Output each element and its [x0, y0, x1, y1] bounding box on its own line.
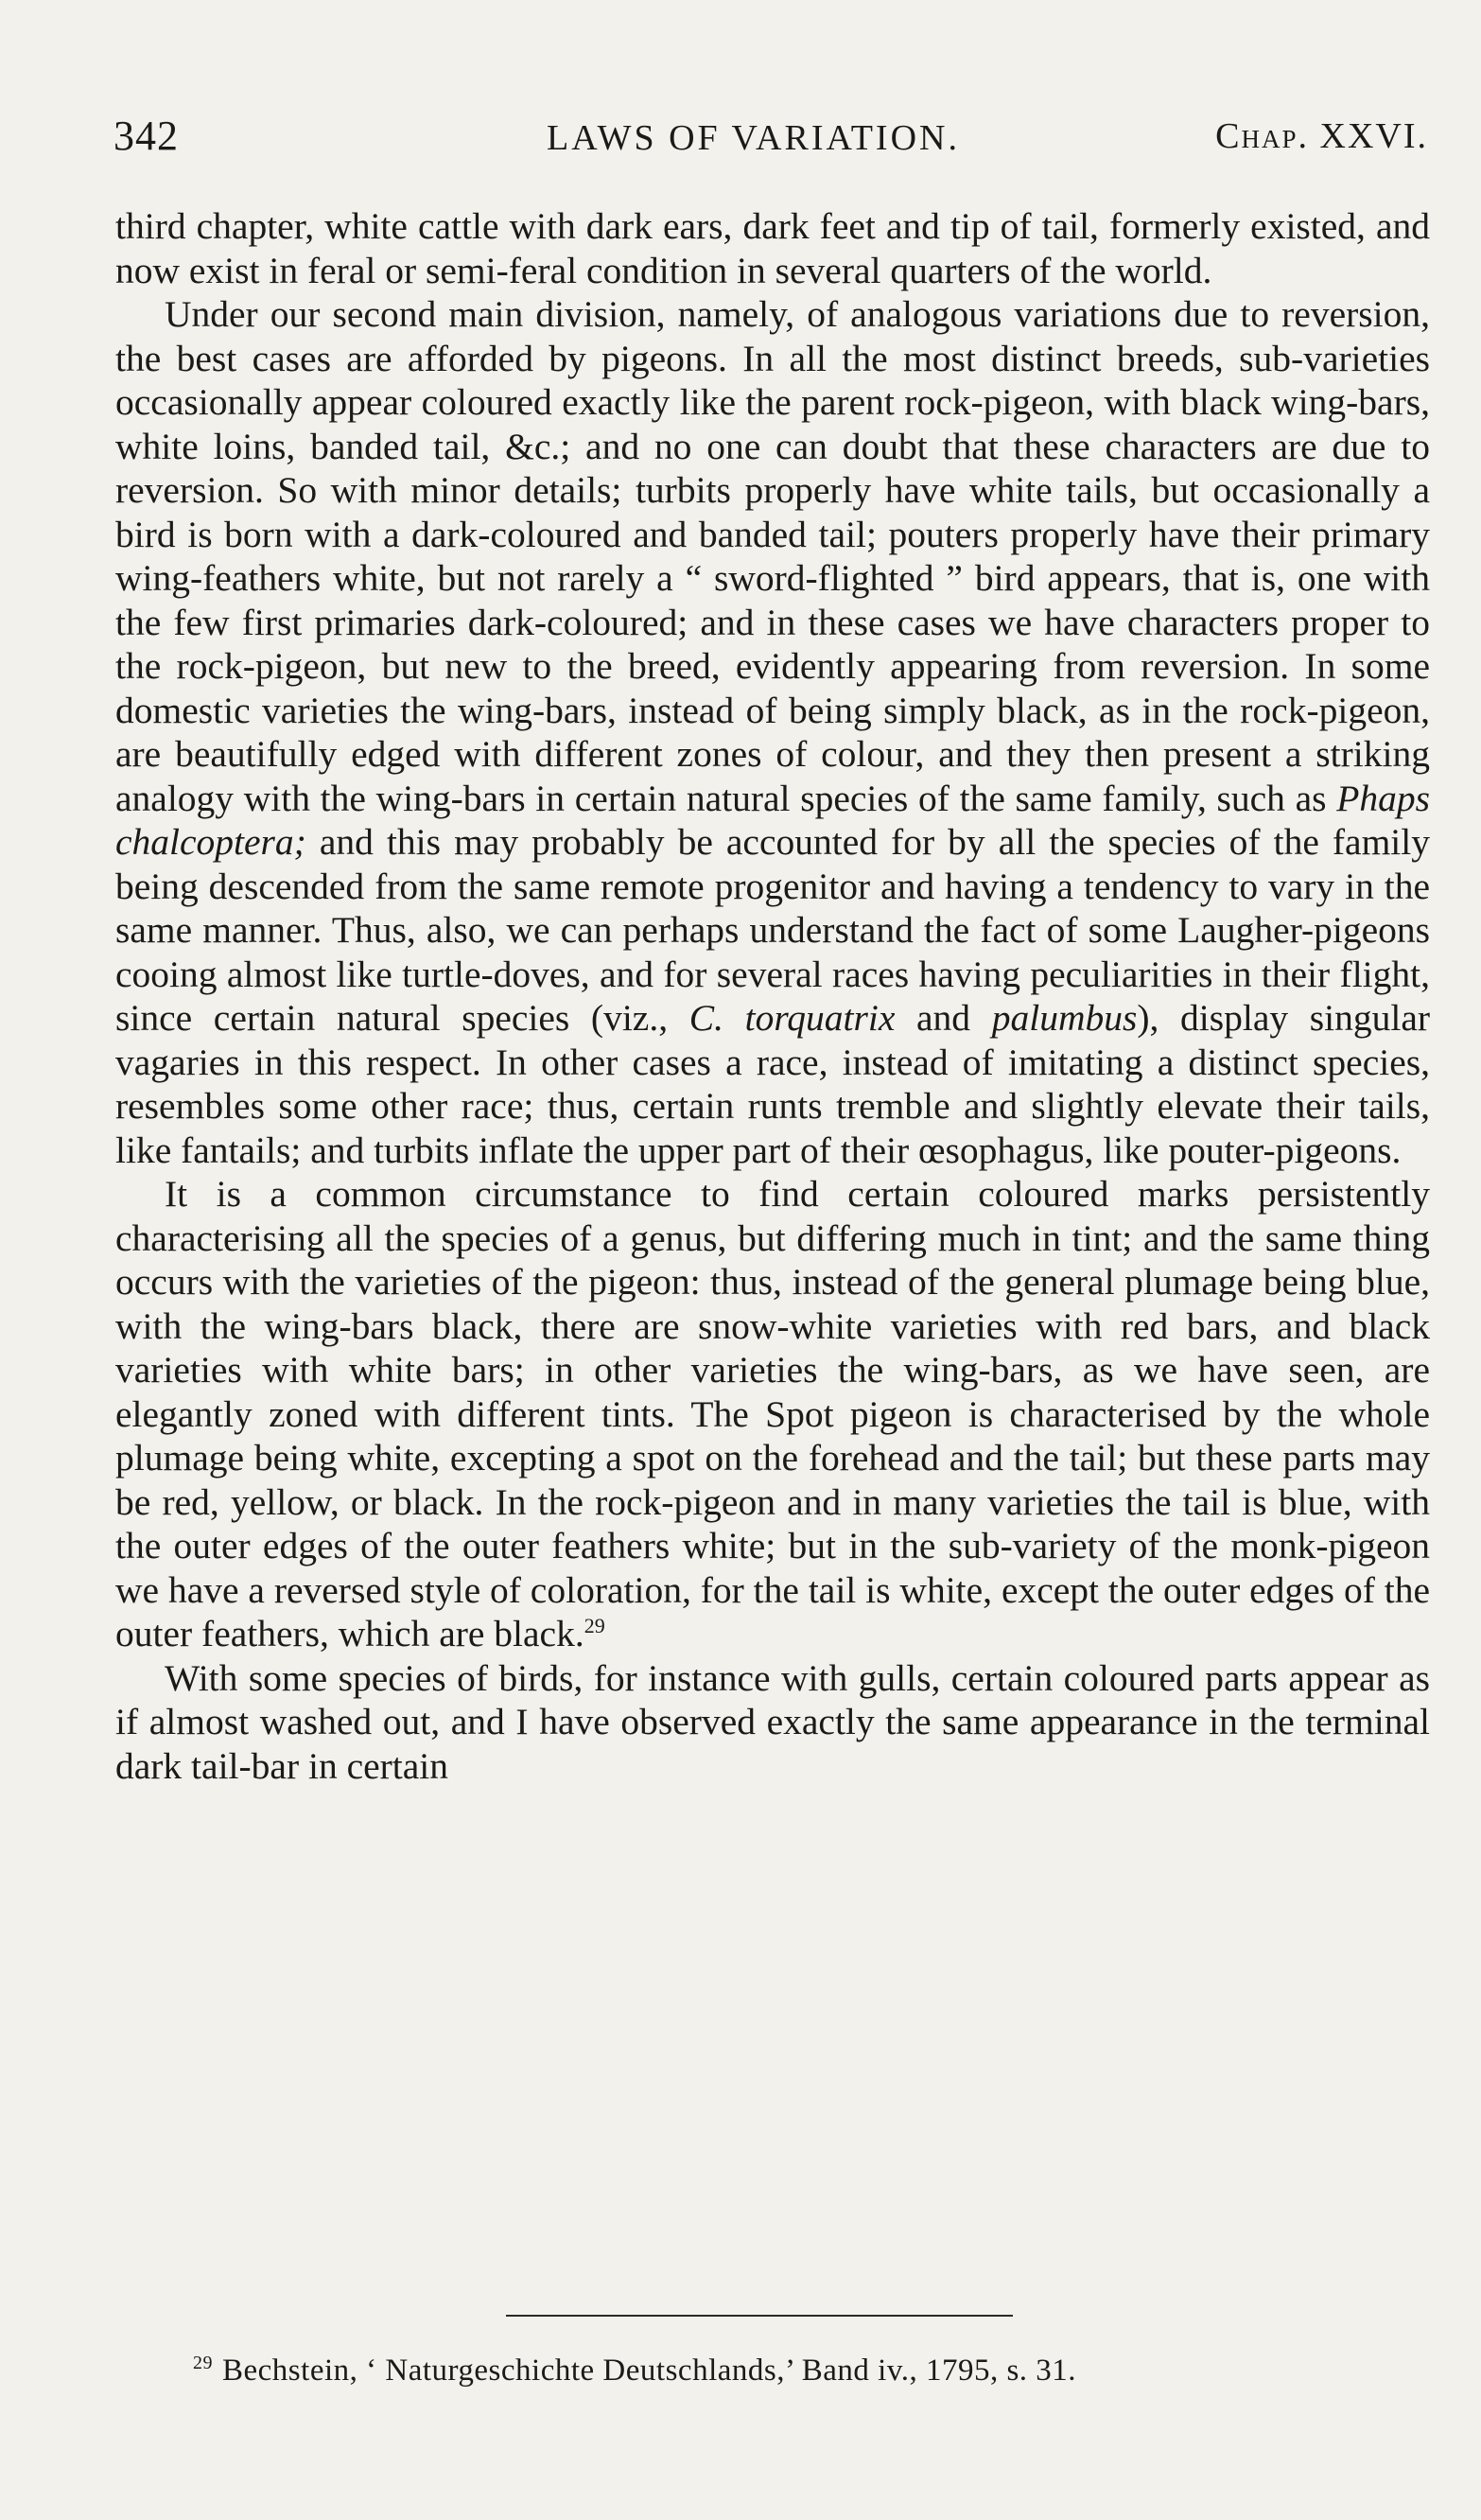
species-name-italic: Phaps chalcoptera;: [115, 777, 1430, 863]
paragraph-text: With some species of birds, for instance with gulls, certain coloured parts appear as if almost washed out, and I have observed exactly the same appearance in the terminal dark tail-bar in certain: [115, 1656, 1430, 1787]
footnote-text: Bechstein, ‘ Naturgeschichte Deutschlands,’ Band iv., 1795, s. 31.: [222, 2354, 1077, 2388]
footnote-reference: 29: [584, 1613, 605, 1637]
paragraph-text: Under our second main division, namely, of analogous variations due to reversion, the best cases are afforded by pigeons. In all the most distinct breeds, sub-varieties occasionally appear coloured exactly like the parent rock-pigeon, with black wing-bars, white loins, banded tail, &c.; and no one can doubt that these characters are due to reversion. So with minor details; turbits properly have white tails, but occasionally a bird is born with a dark-coloured and banded tail; pouters properly have their primary wing-feathers white, but not rarely a “ sword-flighted ” bird appears, that is, one with the few first primaries dark-coloured; and in these cases we have characters proper to the rock-pigeon, but new to the breed, evidently appearing from reversion. In some domestic varieties the wing-bars, instead of being simply black, as in the rock-pigeon, are beautifully edged with different zones of colour, and they then present a striking analogy with the wing-bars in certain natural species of the same family, such as: [115, 293, 1430, 819]
species-name-italic: palumbus: [991, 997, 1138, 1039]
body-text: [115, 204, 1430, 1788]
paragraph-text: third chapter, white cattle with dark ears, dark feet and tip of tail, formerly existed, and now exist in feral or semi-feral condition in several quarters of the world.: [115, 205, 1430, 291]
paragraph-text: and this may probably be accounted for by all the species of the family being descended from the same remote progenitor and having a tendency to vary in the same manner. Thus, also, we can perhaps understand the fact of some Laugher-pigeons cooing almost like turtle-doves, and for several races having peculiarities in their flight, since certain natural species (viz.,: [115, 821, 1431, 1039]
running-title: LAWS OF VARIATION.: [547, 118, 960, 158]
chapter-label: Chap. XXVI.: [1215, 116, 1428, 156]
footnote: [193, 2354, 1422, 2389]
page-number: 342: [113, 113, 179, 159]
paragraph-text: It is a common circumstance to find certain coloured marks persistently characterising all the species of a genus, but differing much in tint; and the same thing occurs with the varieties of the pigeon: thus, instead of the general plumage being blue, with the wing-bars black, there are snow-white varieties with red bars, and black varieties with white bars; in other varieties the wing-bars, as we have seen, are elegantly zoned with different tints. The Spot pigeon is characterised by the whole plumage being white, excepting a spot on the forehead and the tail; but these parts may be red, yellow, or black. In the rock-pigeon and in many varieties the tail is blue, with the outer edges of the outer feathers white; but in the sub-variety of the monk-pigeon we have a reversed style of coloration, for the tail is white, except the outer edges of the outer feathers, which are black.: [115, 1173, 1430, 1654]
paragraph-reversion: [115, 292, 1430, 1172]
paragraph-gulls: [115, 1656, 1430, 1789]
paragraph-coloured-marks: [115, 1172, 1430, 1656]
paragraph-continuation: [115, 204, 1430, 292]
running-head: [113, 112, 1428, 168]
paragraph-text: ), display singular vagaries in this respect. In other cases a race, instead of imitating a distinct species, resembles some other race; thus, certain runts tremble and slightly elevate their tails, like fantails; and turbits inflate the upper part of their œsophagus, like pouter-pigeons.: [115, 997, 1431, 1171]
footnote-divider: [506, 2315, 1013, 2317]
footnote-mark: 29: [193, 2353, 213, 2373]
species-name-italic: C. torquatrix: [688, 997, 896, 1039]
paragraph-text: and: [916, 997, 971, 1039]
